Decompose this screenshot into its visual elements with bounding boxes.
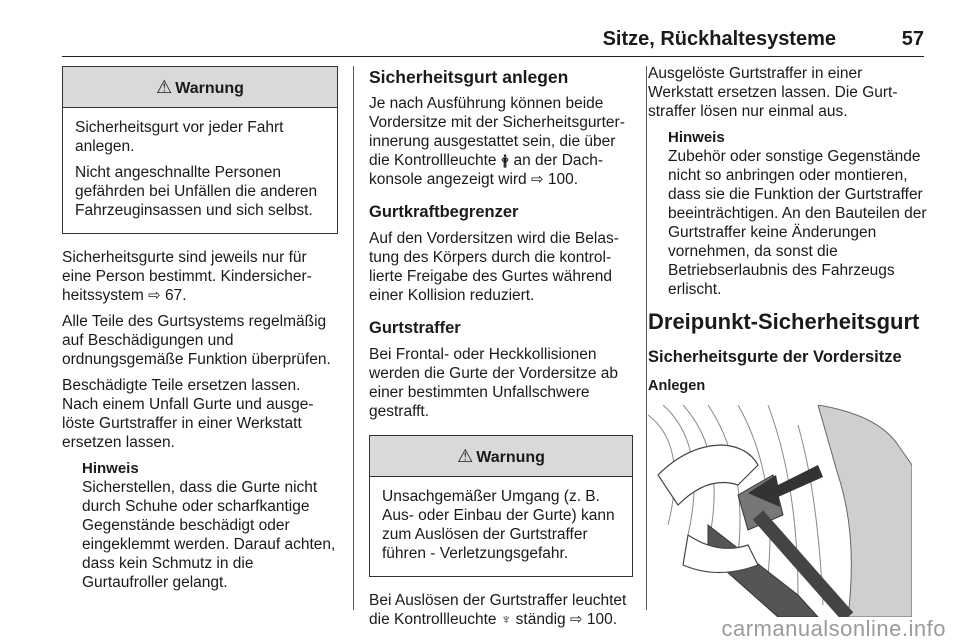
note-text: Zubehör oder sonstige Gegenstände nicht so anbringen oder montieren, dass sie die Funktion der Gurtstraffer beeinträchtigen. An den Bauteilen der Gurtstraffer keine Änderungen vornehmen, da sonst die Betriebserlaubnis des Fahrzeugs erlischt.	[668, 148, 927, 298]
column-2	[369, 66, 633, 636]
note	[82, 459, 338, 592]
body-paragraph: Bei Frontal- oder Heckkollisionen werden die Gurte der Vordersitze ab einer bestimmten Unfallschwere gestrafft.	[369, 346, 618, 420]
column-3	[648, 64, 928, 617]
warning-box	[369, 435, 633, 577]
seatbelt-reminder-icon: 🛉	[500, 152, 510, 168]
warning-label: Warnung	[476, 449, 545, 466]
body-paragraph: Beschädigte Teile ersetzen lassen. Nach einem Unfall Gurte und ausgelöste Gurtstraffer in einer Werkstatt ersetzen lassen.	[62, 377, 314, 451]
warning-triangle-icon: ⚠	[156, 77, 173, 97]
minor-heading: Anlegen	[648, 378, 706, 394]
page-ref[interactable]: 100.	[547, 171, 579, 188]
note-text: Sicherstellen, dass die Gurte nicht durch Schuhe oder scharfkantige Gegenstände beschädigt oder eingeklemmt werden. Darauf achten, dass kein Schmutz in die Gurtaufroller gelangt.	[82, 479, 336, 591]
watermark: carmanualsonline.info	[721, 616, 946, 641]
body-paragraph: Ausgelöste Gurtstraffer in einer Werkstatt ersetzen lassen. Die Gurtstraffer lösen nur einmal aus.	[648, 65, 898, 120]
section-heading: Sicherheitsgurt anlegen	[369, 67, 569, 87]
warning-body	[63, 108, 337, 233]
warning-triangle-icon: ⚠	[457, 446, 474, 466]
page-reference-arrow-icon: ⇨	[531, 171, 544, 188]
body-paragraph: Sicherheitsgurte sind jeweils nur für eine Person bestimmt. Kindersicherheitssystem ⇨ 67.	[62, 249, 312, 304]
warning-text: Sicherheitsgurt vor jeder Fahrt anlegen.	[75, 119, 284, 155]
note-title: Hinweis	[668, 129, 725, 146]
page-reference-arrow-icon: ⇨	[148, 287, 161, 304]
note-title: Hinweis	[82, 460, 139, 477]
chapter-heading: Dreipunkt-Sicherheitsgurt	[648, 309, 920, 334]
warning-text: Nicht angeschnallte Personen gefährden bei Unfällen die anderen Fahrzeuginsassen und sich selbst.	[75, 164, 318, 219]
column-divider	[353, 66, 354, 610]
page-ref[interactable]: 100.	[586, 611, 618, 628]
body-paragraph: Je nach Ausführung können beide Vordersitze mit der Sicherheitsgurterinnerung ausgestattet sein, die über die Kontrollleuchte 🛉 an der Dachkonsole angezeigt wird ⇨ 100.	[369, 95, 625, 188]
seatbelt-illustration	[648, 405, 912, 617]
warning-text: Unsachgemäßer Umgang (z. B. Aus- oder Einbau der Gurte) kann zum Auslösen der Gurtstraffer führen - Verletzungsgefahr.	[382, 488, 615, 562]
airbag-pretensioner-icon: ♆	[500, 611, 512, 627]
page-ref[interactable]: 67.	[165, 287, 187, 304]
warning-label: Warnung	[175, 80, 244, 97]
page-header	[62, 22, 924, 57]
body-paragraph: Bei Auslösen der Gurtstraffer leuchtet die Kontrollleuchte ♆ ständig ⇨ 100.	[369, 592, 627, 628]
column-1	[62, 66, 338, 596]
warning-body	[370, 477, 632, 576]
section-heading: Gurtkraftbegrenzer	[369, 203, 519, 221]
note	[668, 128, 928, 299]
warning-box	[62, 66, 338, 234]
section-heading: Gurtstraffer	[369, 319, 461, 337]
page-reference-arrow-icon: ⇨	[569, 611, 583, 628]
page-number: 57	[901, 28, 924, 50]
subsection-heading: Sicherheitsgurte der Vordersitze	[648, 348, 902, 366]
warning-header	[63, 67, 337, 108]
section-title: Sitze, Rückhaltesysteme	[602, 28, 836, 50]
column-divider	[646, 66, 647, 610]
body-paragraph: Alle Teile des Gurtsystems regelmäßig auf Beschädigungen und ordnungsgemäße Funktion überprüfen.	[62, 313, 331, 368]
warning-header	[370, 436, 632, 477]
body-paragraph: Auf den Vordersitzen wird die Belastung des Körpers durch die kontrollierte Freigabe des Gurtes während einer Kollision reduziert.	[369, 230, 619, 304]
